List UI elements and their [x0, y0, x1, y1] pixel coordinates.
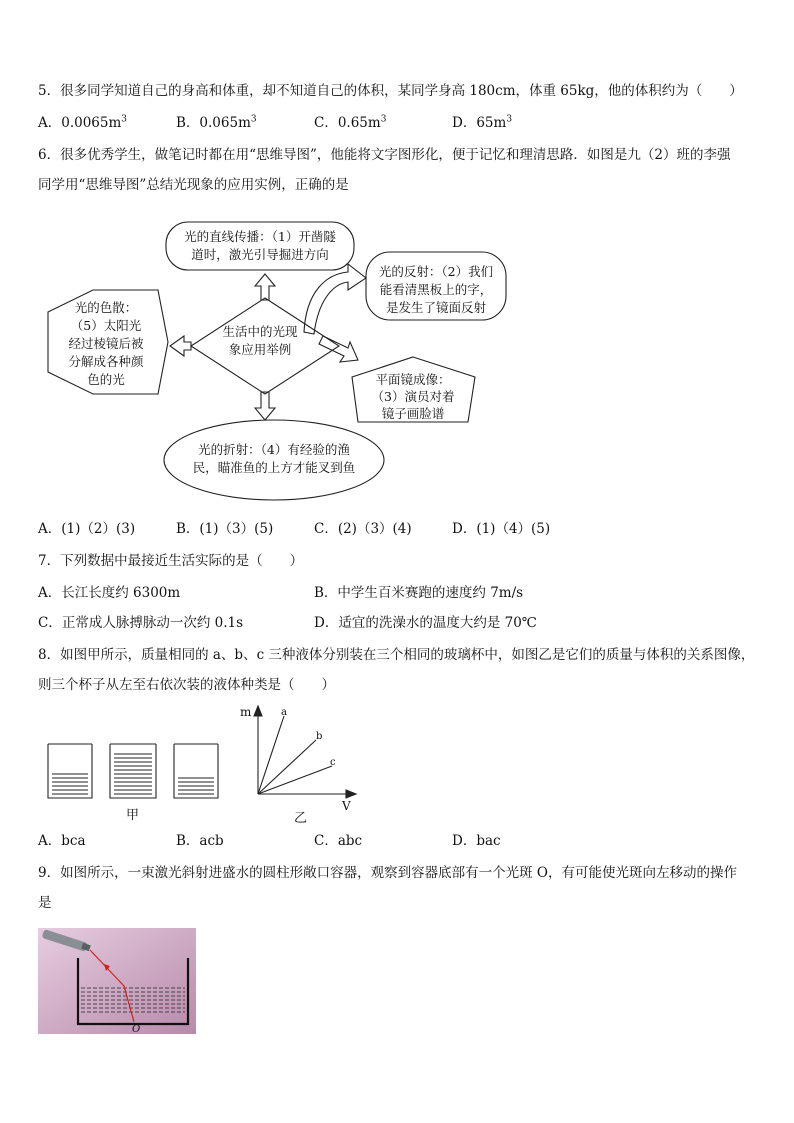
- glass-cup-3: [174, 744, 218, 798]
- mindmap-left-line1: 光的色散：: [74, 300, 138, 315]
- q6-option-b[interactable]: B．(1)（3）(5): [176, 521, 274, 537]
- label-jia: 甲: [126, 808, 140, 823]
- arrow-down: [255, 392, 275, 420]
- q7-option-a[interactable]: A．长江长度约 6300m: [38, 585, 181, 601]
- q8-figure: [40, 700, 380, 826]
- line-c-label: c: [330, 757, 336, 768]
- q9-stem-line2: 是: [38, 895, 52, 911]
- axis-m-label: m: [240, 705, 252, 719]
- mindmap-center-line1: 生活中的光现: [222, 324, 298, 339]
- glass-cup-2: [110, 744, 156, 798]
- mindmap-right-top-line1: 光的反射：（2）我们: [378, 264, 494, 279]
- q8-option-d[interactable]: D．bac: [452, 833, 501, 849]
- q6-option-c[interactable]: C．(2)（3）(4): [314, 521, 412, 537]
- q8-option-a[interactable]: A．bca: [38, 833, 86, 849]
- mindmap-left-line5: 色的光: [87, 372, 125, 387]
- mindmap-left-line3: 经过棱镜后被: [68, 336, 144, 351]
- label-yi: 乙: [294, 811, 308, 826]
- q5-option-c[interactable]: C．$0.65m^3$: [314, 114, 387, 131]
- q8-option-b[interactable]: B．acb: [176, 833, 224, 849]
- q6-option-a[interactable]: A．(1)（2）(3): [38, 521, 136, 537]
- mindmap-right-bottom-line2: （3）演员对着: [371, 389, 455, 404]
- arrow-up: [255, 274, 275, 300]
- mindmap-right-bottom-line1: 平面镜成像：: [375, 372, 451, 387]
- mv-graph: [254, 706, 356, 798]
- q9-laser-photo: [38, 928, 196, 1034]
- mindmap-right-bottom-line3: 镜子画脸谱: [381, 406, 445, 421]
- q8-stem-line1: 8．如图甲所示，质量相同的 a、b、c 三种液体分别装在三个相同的玻璃杯中，如图乙是它们的质量与体积的关系图像，: [38, 647, 755, 663]
- mindmap-center-line2: 象应用举例: [228, 342, 292, 357]
- glass-cup-1: [48, 744, 92, 798]
- q5-option-d[interactable]: D．$65m^3$: [452, 114, 513, 131]
- mindmap-bottom-line2: 民，瞄准鱼的上方才能叉到鱼: [192, 460, 356, 475]
- mindmap-right-top-line3: 是发生了镜面反射: [385, 300, 487, 315]
- q7-option-b[interactable]: B．中学生百米赛跑的速度约 7m/s: [314, 585, 524, 601]
- mindmap-left-line2: （5）太阳光: [70, 318, 142, 333]
- q7-option-d[interactable]: D．适宜的洗澡水的温度大约是 70℃: [314, 615, 537, 631]
- line-c: [258, 766, 332, 794]
- arrow-curve-right-top: [304, 264, 366, 334]
- q6-stem-line2: 同学用“思维导图”总结光现象的应用实例，正确的是: [38, 177, 349, 193]
- q7-option-c[interactable]: C．正常成人脉搏脉动一次约 0.1s: [38, 615, 244, 631]
- arrow-right-bottom: [319, 336, 358, 362]
- mindmap-bottom-line1: 光的折射：（4）有经验的渔: [198, 442, 350, 457]
- axis-v-label: V: [342, 799, 351, 813]
- mindmap-right-top-line2: 能看清黑板上的字，: [379, 282, 493, 297]
- q7-stem: 7．下列数据中最接近生活实际的是（ ）: [38, 553, 304, 569]
- arrow-left: [170, 336, 191, 356]
- q8-stem-line2: 则三个杯子从左至右依次装的液体种类是（ ）: [38, 677, 335, 693]
- line-a-label: a: [281, 707, 287, 718]
- q9-stem-line1: 9．如图所示，一束激光斜射进盛水的圆柱形敞口容器，观察到容器底部有一个光斑 O，有可能使光斑向左移动的操作: [38, 865, 737, 881]
- q8-option-c[interactable]: C．abc: [314, 833, 363, 849]
- q5-stem: 5．很多同学知道自己的身高和体重，却不知道自己的体积，某同学身高 180cm，体重 65kg，他的体积约为（ ）: [38, 83, 743, 99]
- mindmap-left-line4: 分解成各种颜: [68, 354, 144, 369]
- mindmap-top-line2: 道时，激光引导掘进方向: [191, 247, 329, 262]
- q6-stem-line1: 6．很多优秀学生，做笔记时都在用“思维导图”，他能将文字图形化，便于记忆和理清思路．如图是九（2）班的李强: [38, 147, 731, 163]
- line-b-label: b: [316, 731, 323, 742]
- mindmap-diagram: [36, 212, 536, 507]
- spot-o-label: O: [132, 1024, 141, 1034]
- mindmap-top-line1: 光的直线传播：（1）开凿隧: [184, 229, 336, 244]
- q6-option-d[interactable]: D．(1)（4）(5): [452, 521, 551, 537]
- q5-option-a[interactable]: A．$0.0065m^3$: [38, 114, 128, 131]
- q5-option-b[interactable]: B．$0.065m^3$: [176, 114, 257, 131]
